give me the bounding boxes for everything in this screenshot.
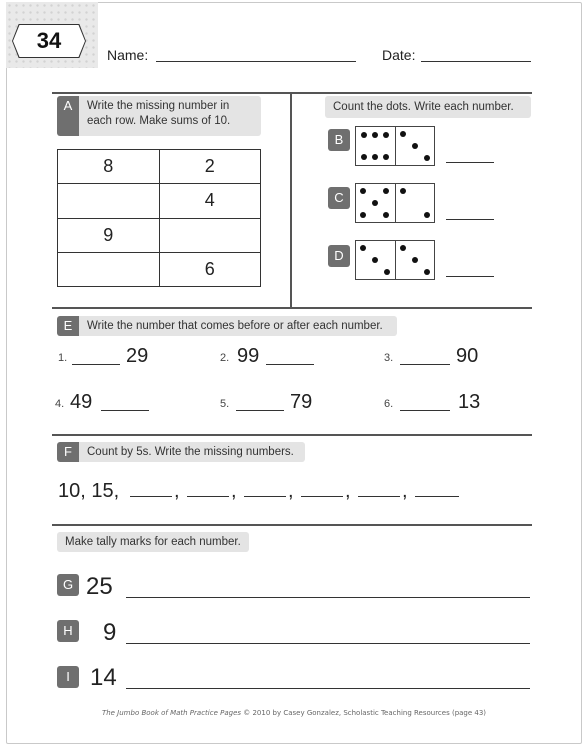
section-f-tag: F [57,442,79,462]
comma: , [231,480,237,502]
count-blank[interactable] [244,496,286,497]
comma: , [288,480,294,502]
dot [361,132,367,138]
comma: , [174,480,180,502]
answer-line[interactable] [101,410,149,411]
section-i-tag: I [57,666,79,688]
divider-f [52,434,532,436]
table-cell-blank[interactable] [159,218,261,252]
dot [424,212,430,218]
dot [372,154,378,160]
dot [372,257,378,263]
section-c-tag: C [328,187,350,209]
divider-e [52,307,532,309]
dot [360,212,366,218]
table-cell-blank[interactable] [58,184,160,218]
name-label: Name: [107,47,149,63]
count-blank[interactable] [187,496,229,497]
dot [384,269,390,275]
table-cell-traced: 2 [159,150,261,184]
dot [383,212,389,218]
table-row [58,218,261,252]
dot [360,245,366,251]
dot [360,188,366,194]
answer-line[interactable] [266,364,314,365]
domino-left-half [356,184,394,222]
section-f-instruction: Count by 5s. Write the missing numbers. [79,442,305,462]
divider-top [52,92,532,94]
count-blank[interactable] [301,496,343,497]
answer-line[interactable] [400,364,450,365]
table-cell: 6 [159,252,261,286]
answer-line-d[interactable] [446,276,494,277]
domino-right-half [395,127,434,165]
dot [424,269,430,275]
given-number: 79 [290,391,313,413]
tally-instruction: Make tally marks for each number. [57,532,249,552]
table-row [58,252,261,286]
problem-label: 5. [220,398,230,410]
domino-d [355,240,435,280]
answer-line[interactable] [72,364,120,365]
tally-number: 14 [90,664,117,691]
section-h-tag: H [57,620,79,642]
tally-number: 25 [86,573,113,600]
domino-left-half [356,127,394,165]
date-line[interactable] [421,61,531,62]
dot [424,155,430,161]
domino-c [355,183,435,223]
dot [361,154,367,160]
count-blank[interactable] [358,496,400,497]
table-cell-blank[interactable] [58,252,160,286]
problem-label: 4. [55,398,65,410]
given-number: 49 [70,391,93,413]
section-g-tag: G [57,574,79,596]
dot [383,132,389,138]
name-line[interactable] [156,61,356,62]
count-blank[interactable] [415,496,459,497]
date-label: Date: [382,47,416,63]
dot [412,257,418,263]
dot [400,188,406,194]
divider-vertical [290,92,292,308]
dot [400,245,406,251]
section-b-tag: B [328,129,350,151]
comma: , [345,480,351,502]
answer-line-b[interactable] [446,162,494,163]
problem-label: 3. [384,352,394,364]
divider-tally [52,524,532,526]
domino-b [355,126,435,166]
section-a-tag: A [57,96,79,136]
dots-instruction: Count the dots. Write each number. [325,96,531,118]
domino-left-half [356,241,394,279]
count-blank[interactable] [130,496,172,497]
problem-label: 6. [384,398,394,410]
tally-line[interactable] [126,597,530,598]
sums-table [57,149,261,287]
section-e-instruction: Write the number that comes before or after each number. [79,316,397,336]
table-cell: 4 [159,184,261,218]
dot [383,188,389,194]
footer-book-title: The Jumbo Book of Math Practice Pages [101,709,242,717]
dot [372,132,378,138]
given-number: 99 [237,345,260,367]
dot [412,143,418,149]
given-number: 90 [456,345,479,367]
tally-line[interactable] [126,688,530,689]
page-number: 34 [36,28,62,53]
dot [372,200,378,206]
given-number: 13 [458,391,481,413]
dot [400,131,406,137]
problem-label: 2. [220,352,230,364]
table-row [58,184,261,218]
comma: , [402,480,408,502]
table-row [58,150,261,184]
dot [383,154,389,160]
section-a-instruction: Write the missing number in each row. Make sums of 10. [79,96,261,136]
count-start: 10, 15, [58,480,120,502]
section-d-tag: D [328,245,350,267]
section-e-tag: E [57,316,79,336]
domino-right-half [395,241,434,279]
given-number: 29 [126,345,149,367]
answer-line[interactable] [236,410,284,411]
table-cell: 8 [58,150,160,184]
domino-right-half [395,184,434,222]
problem-label: 1. [58,352,68,364]
tally-number: 9 [103,619,117,646]
table-cell: 9 [58,218,160,252]
answer-line-c[interactable] [446,219,494,220]
tally-line[interactable] [126,643,530,644]
footer-rest: © 2010 by Casey Gonzalez, Scholastic Teaching Resources (page 43) [241,709,487,717]
footer-credit [0,709,588,717]
answer-line[interactable] [400,410,450,411]
